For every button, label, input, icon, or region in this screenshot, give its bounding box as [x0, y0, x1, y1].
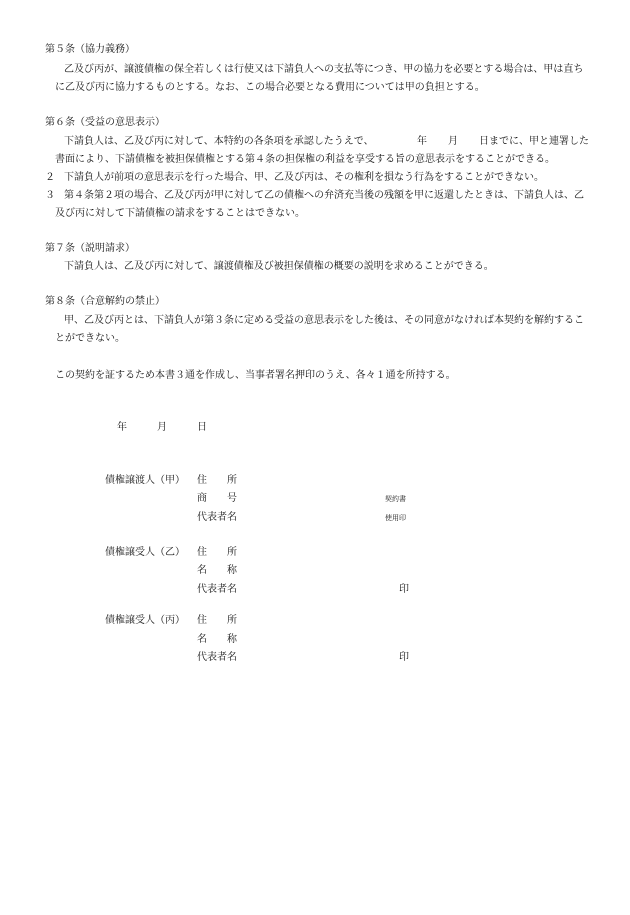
signatory-hei-representative-label: 代表者名	[197, 652, 237, 663]
signatory-hei-seal-mark: 印	[399, 652, 409, 663]
signatory-otsu-name-label: 名 称	[197, 565, 237, 576]
article-5-line-1: 乙及び丙が、譲渡債権の保全若しくは行使又は下請負人への支払等につき、甲の協力を必要とする場合は、甲は直ち	[64, 64, 584, 75]
signatory-hei-role: 債権譲受人（丙）	[105, 615, 185, 626]
signatory-otsu-seal-mark: 印	[399, 584, 409, 595]
article-6-para-3-line-2: 及び丙に対して下請債権の請求をすることはできない。	[55, 208, 305, 219]
article-8-line-1: 甲、乙及び丙とは、下請負人が第３条に定める受益の意思表示をした後は、その同意がなければ本契約を解約するこ	[64, 315, 584, 326]
article-5-title: 第５条（協力義務）	[45, 44, 135, 55]
article-6-para-1-start: 下請負人は、乙及び丙に対して、本特約の各条項を承認したうえで、	[64, 136, 374, 147]
article-8-title: 第８条（合意解約の禁止）	[45, 296, 165, 307]
signatory-otsu-address-label: 住 所	[197, 547, 237, 558]
article-6-title: 第６条（受益の意思表示）	[45, 117, 165, 128]
signatory-hei-address-label: 住 所	[197, 615, 237, 626]
signatory-kou-trade-name-label: 商 号	[197, 493, 237, 504]
article-5-line-2: に乙及び丙に協力するものとする。なお、この場合必要となる費用については甲の負担とする。	[55, 82, 485, 93]
signatory-kou-seal-line-2: 使用印	[385, 514, 406, 522]
date-month-label: 月	[157, 422, 167, 433]
article-6-para-2: 下請負人が前項の意思表示を行った場合、甲、乙及び丙は、その権利を損なう行為をすることができない。	[64, 172, 544, 183]
article-6-para-1-line-2: 書面により、下請債権を被担保債権とする第４条の担保権の利益を享受する旨の意思表示をすることができる。	[55, 154, 555, 165]
article-6-para-3-number: ３	[45, 190, 55, 201]
article-7-title: 第７条（説明請求）	[45, 243, 135, 254]
article-7-line-1: 下請負人は、乙及び丙に対して、譲渡債権及び被担保債権の概要の説明を求めることができる。	[64, 261, 494, 272]
signatory-kou-address-label: 住 所	[197, 475, 237, 486]
date-day-label: 日	[197, 422, 207, 433]
article-6-para-1-end: 日までに、甲と連署した	[479, 136, 589, 147]
article-6-year-label: 年	[417, 136, 427, 147]
signatory-kou-role: 債権譲渡人（甲）	[105, 475, 185, 486]
article-6-para-2-number: ２	[45, 172, 55, 183]
article-6-month-label: 月	[448, 136, 458, 147]
closing-statement: この契約を証するため本書３通を作成し、当事者署名押印のうえ、各々１通を所持する。	[55, 370, 456, 381]
date-year-label: 年	[117, 422, 127, 433]
signatory-kou-seal-line-1: 契約書	[385, 495, 406, 503]
signatory-otsu-role: 債権譲受人（乙）	[105, 547, 185, 558]
signatory-hei-name-label: 名 称	[197, 634, 237, 645]
signatory-otsu-representative-label: 代表者名	[197, 584, 237, 595]
article-8-line-2: とができない。	[55, 333, 125, 344]
article-6-para-3: 第４条第２項の場合、乙及び丙が甲に対して乙の債権への弁済充当後の残額を甲に返還したときは、下請負人は、乙	[64, 190, 584, 201]
signatory-kou-representative-label: 代表者名	[197, 512, 237, 523]
